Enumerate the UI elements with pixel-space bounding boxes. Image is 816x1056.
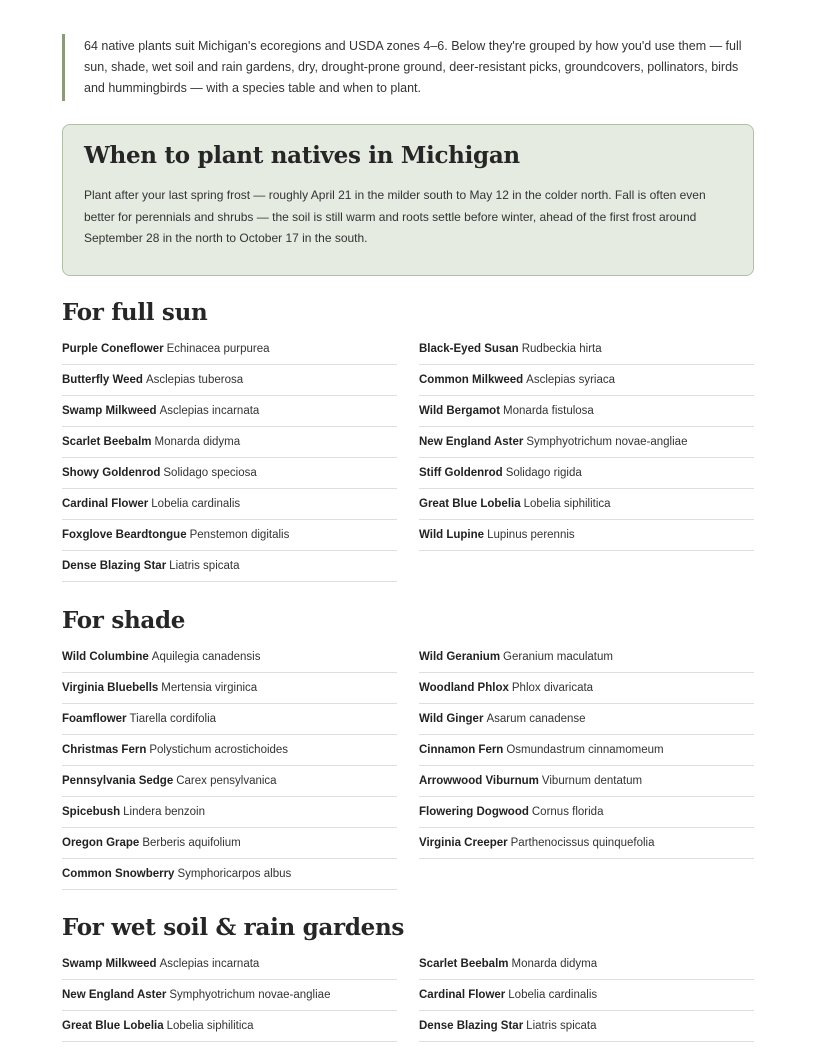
plant-list-item — [419, 520, 754, 551]
plant-latin-name: Lobelia cardinalis — [508, 989, 598, 1001]
plant-common-name: Foxglove Beardtongue — [62, 529, 187, 541]
plant-list-item — [419, 365, 754, 396]
plant-list-item — [62, 334, 397, 365]
section-wet-soil — [62, 910, 754, 1042]
plant-latin-name: Geranium maculatum — [503, 651, 613, 663]
plant-list-item — [419, 980, 754, 1011]
plant-common-name: Common Milkweed — [419, 374, 524, 386]
plant-common-name: Christmas Fern — [62, 744, 147, 756]
section-title: For wet soil & rain gardens — [62, 914, 405, 941]
plant-list-item — [62, 642, 397, 673]
plant-latin-name: Asclepias syriaca — [526, 374, 615, 386]
plant-common-name: New England Aster — [419, 436, 524, 448]
plant-list-item — [419, 334, 754, 365]
plant-latin-name: Lobelia cardinalis — [151, 498, 241, 510]
plant-latin-name: Symphoricarpos albus — [177, 868, 292, 880]
plant-latin-name: Asclepias tuberosa — [145, 374, 244, 386]
plant-list-item — [62, 859, 397, 890]
plant-list-item — [62, 427, 397, 458]
plant-common-name: Black-Eyed Susan — [419, 343, 519, 355]
plant-list — [62, 642, 754, 890]
plant-latin-name: Mertensia virginica — [161, 682, 258, 694]
plant-list-item — [62, 797, 397, 828]
plant-list-item — [419, 458, 754, 489]
plant-common-name: Scarlet Beebalm — [419, 958, 509, 970]
plant-latin-name: Monarda didyma — [154, 436, 241, 448]
plant-latin-name: Lupinus perennis — [487, 529, 575, 541]
plant-list-item — [62, 980, 397, 1011]
plant-list-item — [419, 427, 754, 458]
plant-list-item — [419, 704, 754, 735]
plant-common-name: Virginia Bluebells — [62, 682, 159, 694]
plant-common-name: Arrowwood Viburnum — [419, 775, 539, 787]
plant-list-item — [62, 1011, 397, 1042]
plant-list-item — [62, 949, 397, 980]
plant-common-name: Showy Goldenrod — [62, 467, 161, 479]
plant-latin-name: Asarum canadense — [486, 713, 586, 725]
plant-list-item — [419, 735, 754, 766]
plant-latin-name: Penstemon digitalis — [189, 529, 290, 541]
plant-latin-name: Symphyotrichum novae-angliae — [526, 436, 688, 448]
plant-latin-name: Solidago rigida — [505, 467, 582, 479]
plant-common-name: Wild Bergamot — [419, 405, 501, 417]
plant-latin-name: Symphyotrichum novae-angliae — [169, 989, 331, 1001]
plant-list-item — [62, 704, 397, 735]
plant-common-name: Great Blue Lobelia — [419, 498, 521, 510]
plant-list-item — [419, 797, 754, 828]
plant-latin-name: Phlox divaricata — [511, 682, 594, 694]
plant-list-item — [62, 735, 397, 766]
section-full-sun — [62, 295, 754, 582]
plant-list-item — [419, 396, 754, 427]
plant-common-name: Spicebush — [62, 806, 121, 818]
plant-common-name: Pennsylvania Sedge — [62, 775, 174, 787]
plant-common-name: Swamp Milkweed — [62, 958, 157, 970]
section-title: For full sun — [62, 299, 208, 326]
callout-body: Plant after your last spring frost — roughly April 21 in the milder south to May 12 in the colder north. Fall is often even better for perennials and shrubs — the soil is still warm and roots settle before winter, ahead of the first frost around September 28 in the north to October 17 in the south. — [84, 188, 706, 245]
callout-title: When to plant natives in Michigan — [84, 142, 520, 169]
plant-list-item — [419, 642, 754, 673]
plant-latin-name: Aquilegia canadensis — [151, 651, 261, 663]
plant-latin-name: Lobelia siphilitica — [523, 498, 611, 510]
plant-list-item — [62, 828, 397, 859]
plant-list-item — [419, 949, 754, 980]
plant-list — [62, 334, 754, 582]
plant-common-name: New England Aster — [62, 989, 167, 1001]
plant-latin-name: Berberis aquifolium — [142, 837, 241, 849]
intro-text: 64 native plants suit Michigan's ecoregions and USDA zones 4–6. Below they're grouped by how you'd use them — full sun, shade, wet soil and rain gardens, dry, drought-prone ground, deer-resistant picks, groundcovers, pollinators, birds and hummingbirds — with a species table and when to plant. — [84, 39, 742, 95]
plant-latin-name: Asclepias incarnata — [159, 958, 260, 970]
plant-common-name: Cardinal Flower — [62, 498, 149, 510]
plant-latin-name: Echinacea purpurea — [166, 343, 270, 355]
plant-list-item — [419, 1011, 754, 1042]
plant-list-item — [62, 396, 397, 427]
plant-latin-name: Monarda didyma — [511, 958, 598, 970]
plant-common-name: Dense Blazing Star — [419, 1020, 524, 1032]
plant-latin-name: Liatris spicata — [526, 1020, 597, 1032]
plant-common-name: Swamp Milkweed — [62, 405, 157, 417]
plant-list-item — [62, 365, 397, 396]
plant-list-item — [419, 489, 754, 520]
plant-common-name: Common Snowberry — [62, 868, 175, 880]
plant-latin-name: Polystichum acrostichoides — [149, 744, 289, 756]
planting-time-callout — [62, 124, 754, 276]
plant-list-item — [62, 489, 397, 520]
plant-list-item — [62, 551, 397, 582]
plant-common-name: Stiff Goldenrod — [419, 467, 503, 479]
plant-latin-name: Viburnum dentatum — [541, 775, 643, 787]
plant-common-name: Dense Blazing Star — [62, 560, 167, 572]
plant-common-name: Butterfly Weed — [62, 374, 143, 386]
plant-latin-name: Tiarella cordifolia — [129, 713, 217, 725]
plant-common-name: Purple Coneflower — [62, 343, 164, 355]
plant-list-item — [62, 520, 397, 551]
plant-list-item — [419, 766, 754, 797]
plant-common-name: Woodland Phlox — [419, 682, 509, 694]
plant-list — [62, 949, 754, 1042]
plant-common-name: Scarlet Beebalm — [62, 436, 152, 448]
plant-latin-name: Cornus florida — [531, 806, 604, 818]
plant-list-item — [62, 766, 397, 797]
plant-latin-name: Rudbeckia hirta — [521, 343, 602, 355]
plant-latin-name: Carex pensylvanica — [176, 775, 277, 787]
plant-common-name: Cinnamon Fern — [419, 744, 504, 756]
plant-list-item — [62, 458, 397, 489]
plant-latin-name: Lindera benzoin — [123, 806, 205, 818]
plant-latin-name: Parthenocissus quinquefolia — [510, 837, 655, 849]
plant-latin-name: Asclepias incarnata — [159, 405, 260, 417]
plant-common-name: Cardinal Flower — [419, 989, 506, 1001]
plant-latin-name: Lobelia siphilitica — [166, 1020, 254, 1032]
plant-common-name: Wild Lupine — [419, 529, 485, 541]
plant-latin-name: Solidago speciosa — [163, 467, 257, 479]
plant-common-name: Foamflower — [62, 713, 127, 725]
section-shade — [62, 603, 754, 890]
plant-list-item — [419, 828, 754, 859]
plant-latin-name: Liatris spicata — [169, 560, 240, 572]
plant-latin-name: Monarda fistulosa — [503, 405, 594, 417]
plant-common-name: Oregon Grape — [62, 837, 140, 849]
plant-latin-name: Osmundastrum cinnamomeum — [506, 744, 664, 756]
intro-blockquote — [62, 34, 754, 101]
plant-common-name: Virginia Creeper — [419, 837, 508, 849]
section-title: For shade — [62, 607, 186, 634]
plant-list-item — [62, 673, 397, 704]
plant-common-name: Wild Ginger — [419, 713, 484, 725]
plant-common-name: Flowering Dogwood — [419, 806, 529, 818]
plant-common-name: Wild Columbine — [62, 651, 149, 663]
plant-common-name: Wild Geranium — [419, 651, 501, 663]
plant-list-item — [419, 673, 754, 704]
plant-common-name: Great Blue Lobelia — [62, 1020, 164, 1032]
